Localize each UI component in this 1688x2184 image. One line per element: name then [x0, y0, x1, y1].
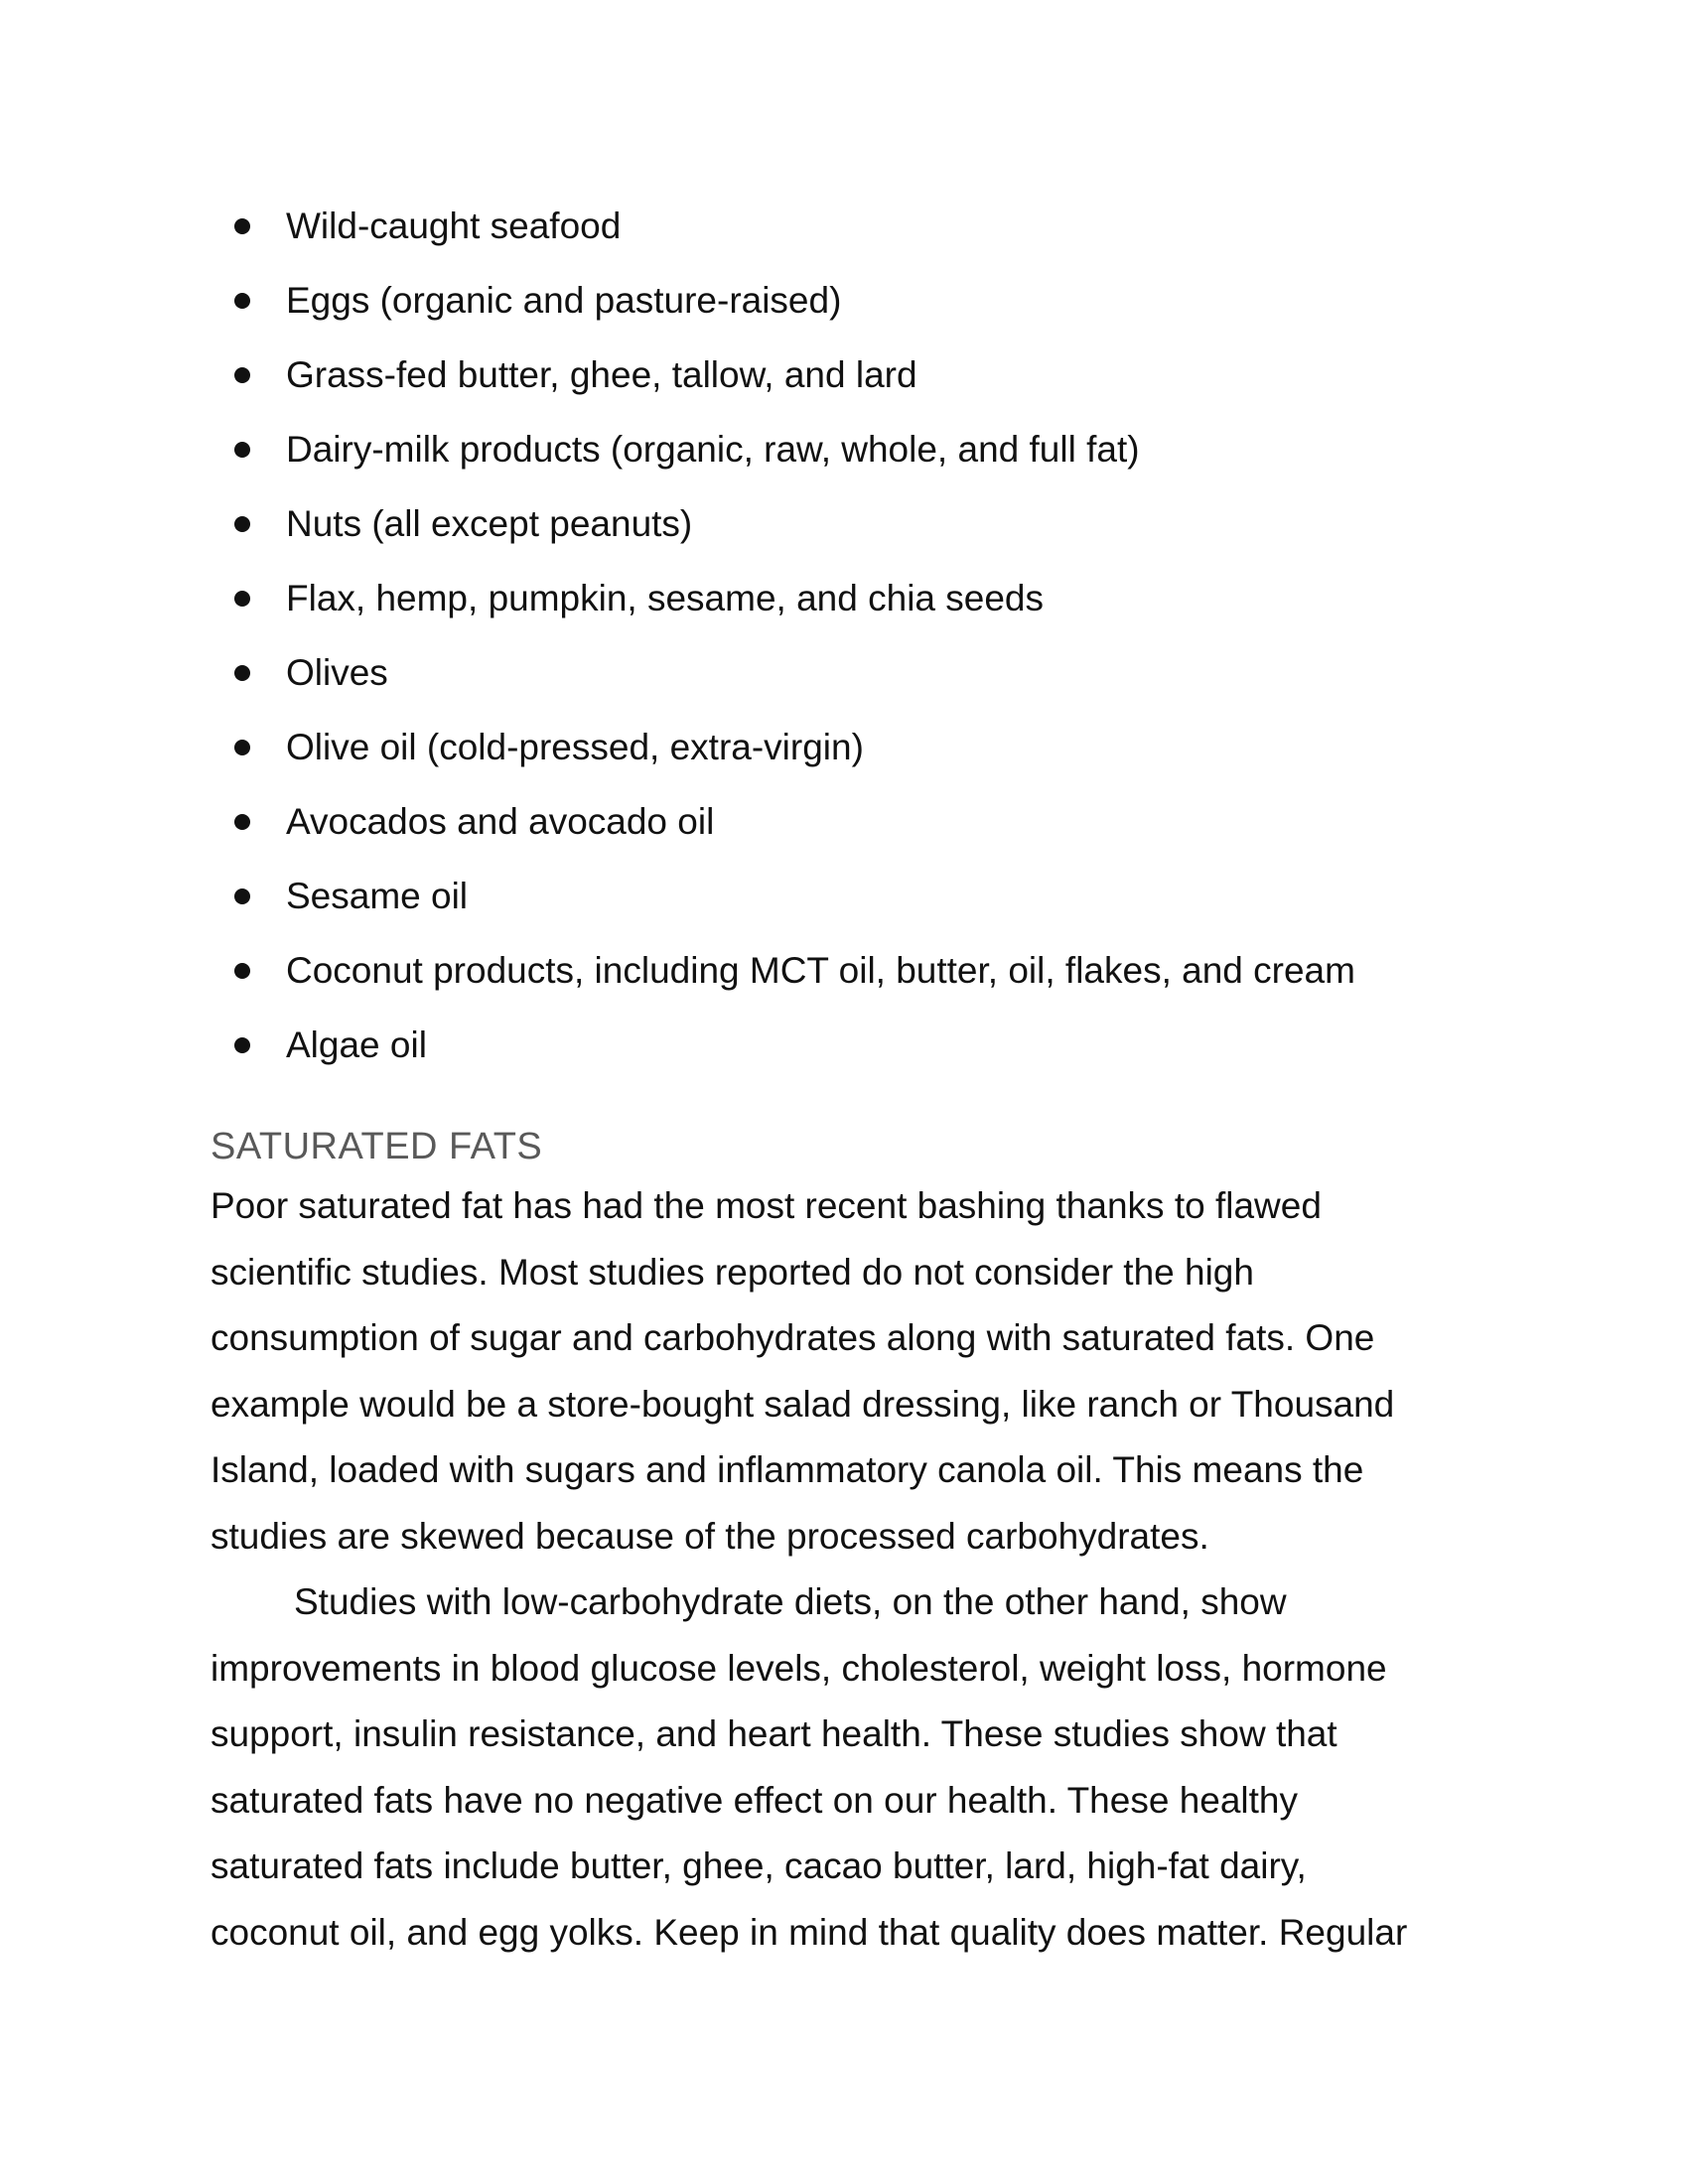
text-line: saturated fats have no negative effect on our health. These healthy	[211, 1779, 1299, 1821]
list-item-text: Olive oil (cold-pressed, extra-virgin)	[286, 727, 864, 767]
bullet-icon	[234, 367, 250, 383]
text-line: coconut oil, and egg yolks. Keep in mind that quality does matter. Regular	[211, 1911, 1408, 1953]
list-item-text: Algae oil	[286, 1024, 427, 1065]
list-item-text: Eggs (organic and pasture-raised)	[286, 280, 842, 321]
list-item	[211, 710, 1501, 784]
bullet-icon	[234, 814, 250, 830]
text-line: Poor saturated fat has had the most recent bashing thanks to flawed	[211, 1185, 1322, 1226]
list-item	[211, 338, 1501, 412]
bullet-icon	[234, 442, 250, 458]
bullet-icon	[234, 293, 250, 309]
list-item-text: Dairy-milk products (organic, raw, whole, and full fat)	[286, 429, 1140, 470]
bullet-icon	[234, 591, 250, 607]
bullet-icon	[234, 1037, 250, 1053]
list-item-text: Grass-fed butter, ghee, tallow, and lard	[286, 354, 917, 395]
bullet-icon	[234, 218, 250, 234]
list-item-text: Nuts (all except peanuts)	[286, 503, 693, 544]
bullet-icon	[234, 888, 250, 904]
bullet-icon	[234, 665, 250, 681]
list-item	[211, 412, 1501, 486]
list-item-text: Sesame oil	[286, 876, 469, 916]
list-item-text: Olives	[286, 652, 388, 693]
list-item	[211, 635, 1501, 710]
text-line: Studies with low-carbohydrate diets, on the other hand, show	[294, 1581, 1287, 1622]
list-item	[211, 784, 1501, 859]
text-line: studies are skewed because of the processed carbohydrates.	[211, 1515, 1209, 1557]
list-item-text: Wild-caught seafood	[286, 205, 622, 246]
bullet-icon	[234, 963, 250, 979]
list-item	[211, 1008, 1501, 1082]
healthy-fats-list	[211, 189, 1501, 1082]
text-line: support, insulin resistance, and heart health. These studies show that	[211, 1713, 1337, 1754]
text-line: saturated fats include butter, ghee, cacao butter, lard, high-fat dairy,	[211, 1845, 1307, 1886]
list-item-text: Coconut products, including MCT oil, butter, oil, flakes, and cream	[286, 950, 1355, 991]
list-item-text: Avocados and avocado oil	[286, 801, 715, 842]
list-item	[211, 189, 1501, 263]
list-item	[211, 561, 1501, 635]
list-item	[211, 933, 1501, 1008]
list-item	[211, 486, 1501, 561]
list-item	[211, 263, 1501, 338]
bullet-icon	[234, 516, 250, 532]
text-line: improvements in blood glucose levels, cholesterol, weight loss, hormone	[211, 1647, 1387, 1689]
list-item-text: Flax, hemp, pumpkin, sesame, and chia seeds	[286, 578, 1044, 618]
text-line: consumption of sugar and carbohydrates along with saturated fats. One	[211, 1317, 1375, 1358]
section-body	[211, 1173, 1491, 1966]
paragraph	[211, 1173, 1491, 1570]
list-item	[211, 859, 1501, 933]
paragraph	[211, 1570, 1491, 1966]
bullet-icon	[234, 740, 250, 755]
text-line: Island, loaded with sugars and inflammatory canola oil. This means the	[211, 1449, 1364, 1490]
section-heading: SATURATED FATS	[211, 1126, 543, 1167]
text-line: example would be a store-bought salad dressing, like ranch or Thousand	[211, 1383, 1395, 1425]
text-line: scientific studies. Most studies reported do not consider the high	[211, 1251, 1254, 1293]
